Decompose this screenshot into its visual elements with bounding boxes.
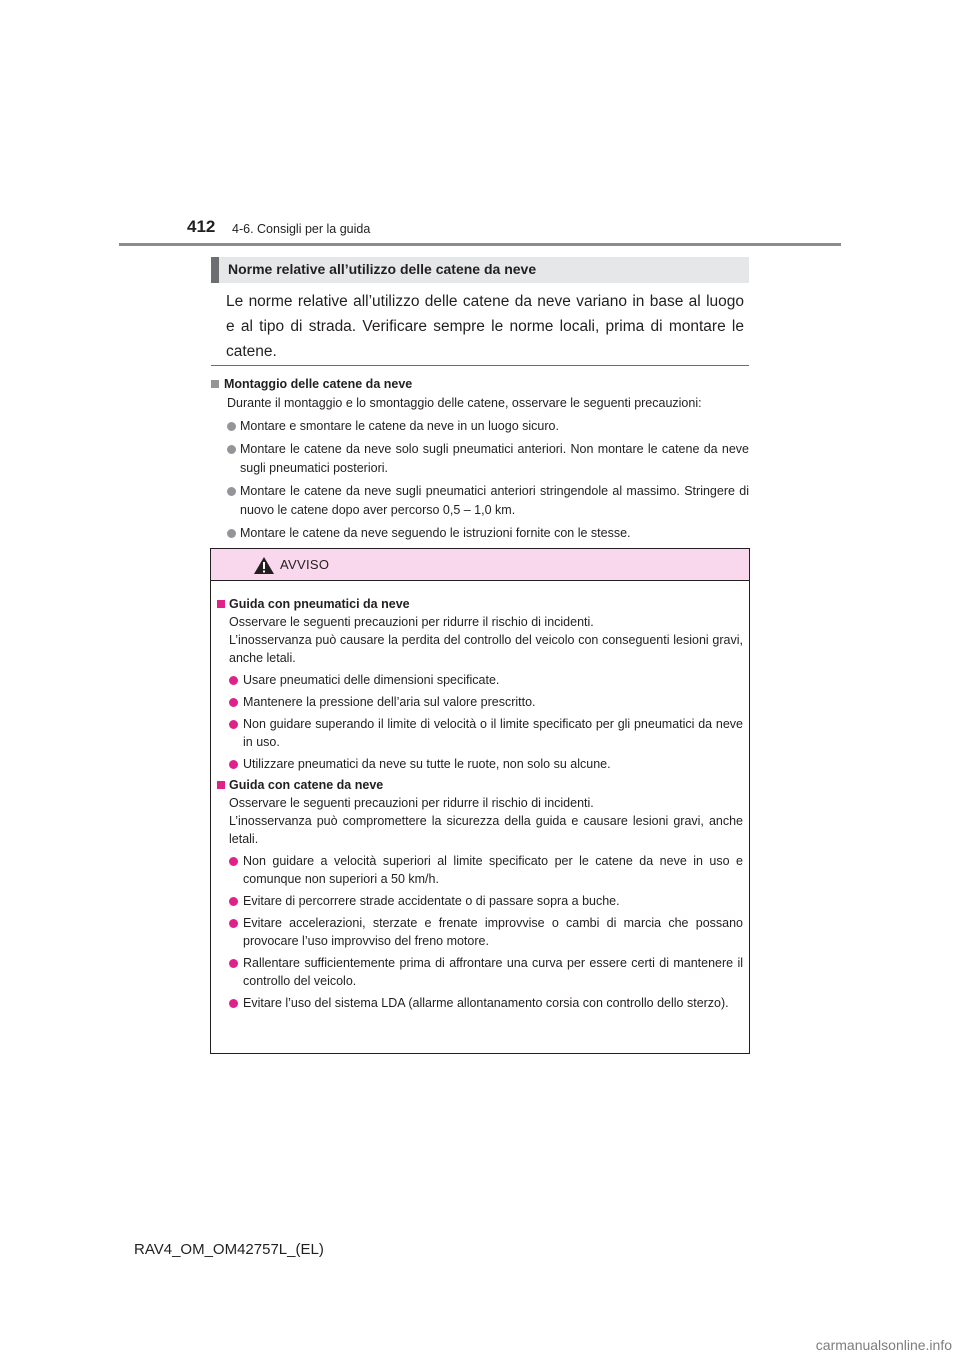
bullet-dot-icon (229, 698, 238, 707)
list-item-text: Usare pneumatici delle dimensioni specificate. (243, 673, 500, 687)
bullet-dot-icon (229, 760, 238, 769)
bullet-dot-icon (229, 676, 238, 685)
list-item (211, 482, 749, 520)
warning-label: AVVISO (280, 557, 330, 572)
list-item-text: Montare e smontare le catene da neve in un luogo sicuro. (240, 419, 559, 433)
list-item (211, 524, 749, 543)
page-number: 412 (187, 217, 216, 236)
mounting-title (211, 375, 749, 394)
bullet-dot-icon (229, 720, 238, 729)
list-item (217, 755, 743, 773)
mounting-list (211, 417, 749, 543)
running-head: 4-6. Consigli per la guida (232, 222, 371, 236)
list-item-text: Utilizzare pneumatici da neve su tutte le ruote, non solo su alcune. (243, 757, 611, 771)
warning-header (211, 549, 749, 581)
list-item-text: Evitare l’uso del sistema LDA (allarme allontanamento corsia con controllo dello sterzo). (243, 996, 729, 1010)
list-item (217, 671, 743, 689)
document-code: RAV4_OM_OM42757L_(EL) (134, 1241, 324, 1258)
list-item-text: Evitare di percorrere strade accidentate o di passare sopra a buche. (243, 894, 620, 908)
square-bullet-icon (217, 600, 225, 608)
list-item-text: Montare le catene da neve seguendo le istruzioni fornite con le stesse. (240, 526, 631, 540)
warning-text: Osservare le seguenti precauzioni per ridurre il rischio di incidenti. (229, 615, 594, 629)
bullet-dot-icon (227, 487, 236, 496)
warning-box (210, 548, 750, 1054)
warning-text: Osservare le seguenti precauzioni per ridurre il rischio di incidenti. (229, 796, 594, 810)
bullet-dot-icon (227, 529, 236, 538)
list-item-text: Mantenere la pressione dell’aria sul valore prescritto. (243, 695, 536, 709)
section-intro: Le norme relative all’utilizzo delle catene da neve variano in base al luogo e al tipo di strada. Verificare sempre le norme locali, prima di montare le catene. (226, 293, 744, 360)
warning-list (217, 671, 743, 773)
list-item (217, 852, 743, 888)
bullet-dot-icon (229, 857, 238, 866)
list-item (217, 954, 743, 990)
mounting-title-text: Montaggio delle catene da neve (224, 377, 413, 391)
bullet-dot-icon (227, 445, 236, 454)
header-rule (119, 243, 841, 246)
list-item (217, 994, 743, 1012)
warning-body (211, 581, 749, 1012)
square-bullet-icon (217, 781, 225, 789)
mounting-text: Durante il montaggio e lo smontaggio delle catene, osservare le seguenti precauzioni: (227, 396, 702, 410)
intro-divider (211, 365, 749, 366)
warning-text: L’inosservanza può compromettere la sicurezza della guida e causare lesioni gravi, anche letali. (229, 814, 743, 846)
list-item (217, 693, 743, 711)
list-item-text: Non guidare superando il limite di velocità o il limite specificato per gli pneumatici da neve in uso. (243, 717, 743, 749)
list-item-text: Rallentare sufficientemente prima di affrontare una curva per essere certi di mantenere il controllo del veicolo. (243, 956, 743, 988)
bullet-dot-icon (229, 959, 238, 968)
list-item (211, 417, 749, 436)
warning-section-title-text: Guida con catene da neve (229, 778, 384, 792)
list-item-text: Montare le catene da neve solo sugli pneumatici anteriori. Non montare le catene da neve sugli pneumatici posteriori. (240, 442, 749, 475)
square-bullet-icon (211, 380, 219, 388)
list-item-text: Non guidare a velocità superiori al limite specificato per le catene da neve in uso e comunque non superiori a 50 km/h. (243, 854, 743, 886)
mounting-topic (211, 375, 749, 543)
list-item-text: Evitare accelerazioni, sterzate e frenate improvvise o cambi di marcia che possano provocare l’uso improvviso del freno motore. (243, 916, 743, 948)
list-item (217, 892, 743, 910)
watermark: carmanualsonline.info (815, 1337, 952, 1353)
list-item (217, 914, 743, 950)
warning-section-title (217, 595, 743, 613)
warning-text: L’inosservanza può causare la perdita del controllo del veicolo con conseguenti lesioni gravi, anche letali. (229, 633, 743, 665)
bullet-dot-icon (229, 919, 238, 928)
warning-triangle-icon (253, 556, 275, 580)
list-item (217, 715, 743, 751)
bullet-dot-icon (227, 422, 236, 431)
bullet-dot-icon (229, 897, 238, 906)
section-heading: Norme relative all’utilizzo delle catene da neve (211, 257, 749, 283)
list-item (211, 440, 749, 478)
warning-section-title (217, 776, 743, 794)
bullet-dot-icon (229, 999, 238, 1008)
list-item-text: Montare le catene da neve sugli pneumatici anteriori stringendole al massimo. Stringere di nuovo le catene dopo aver percorso 0,5 – 1,0 km. (240, 484, 749, 517)
warning-list (217, 852, 743, 1012)
warning-section-title-text: Guida con pneumatici da neve (229, 597, 410, 611)
